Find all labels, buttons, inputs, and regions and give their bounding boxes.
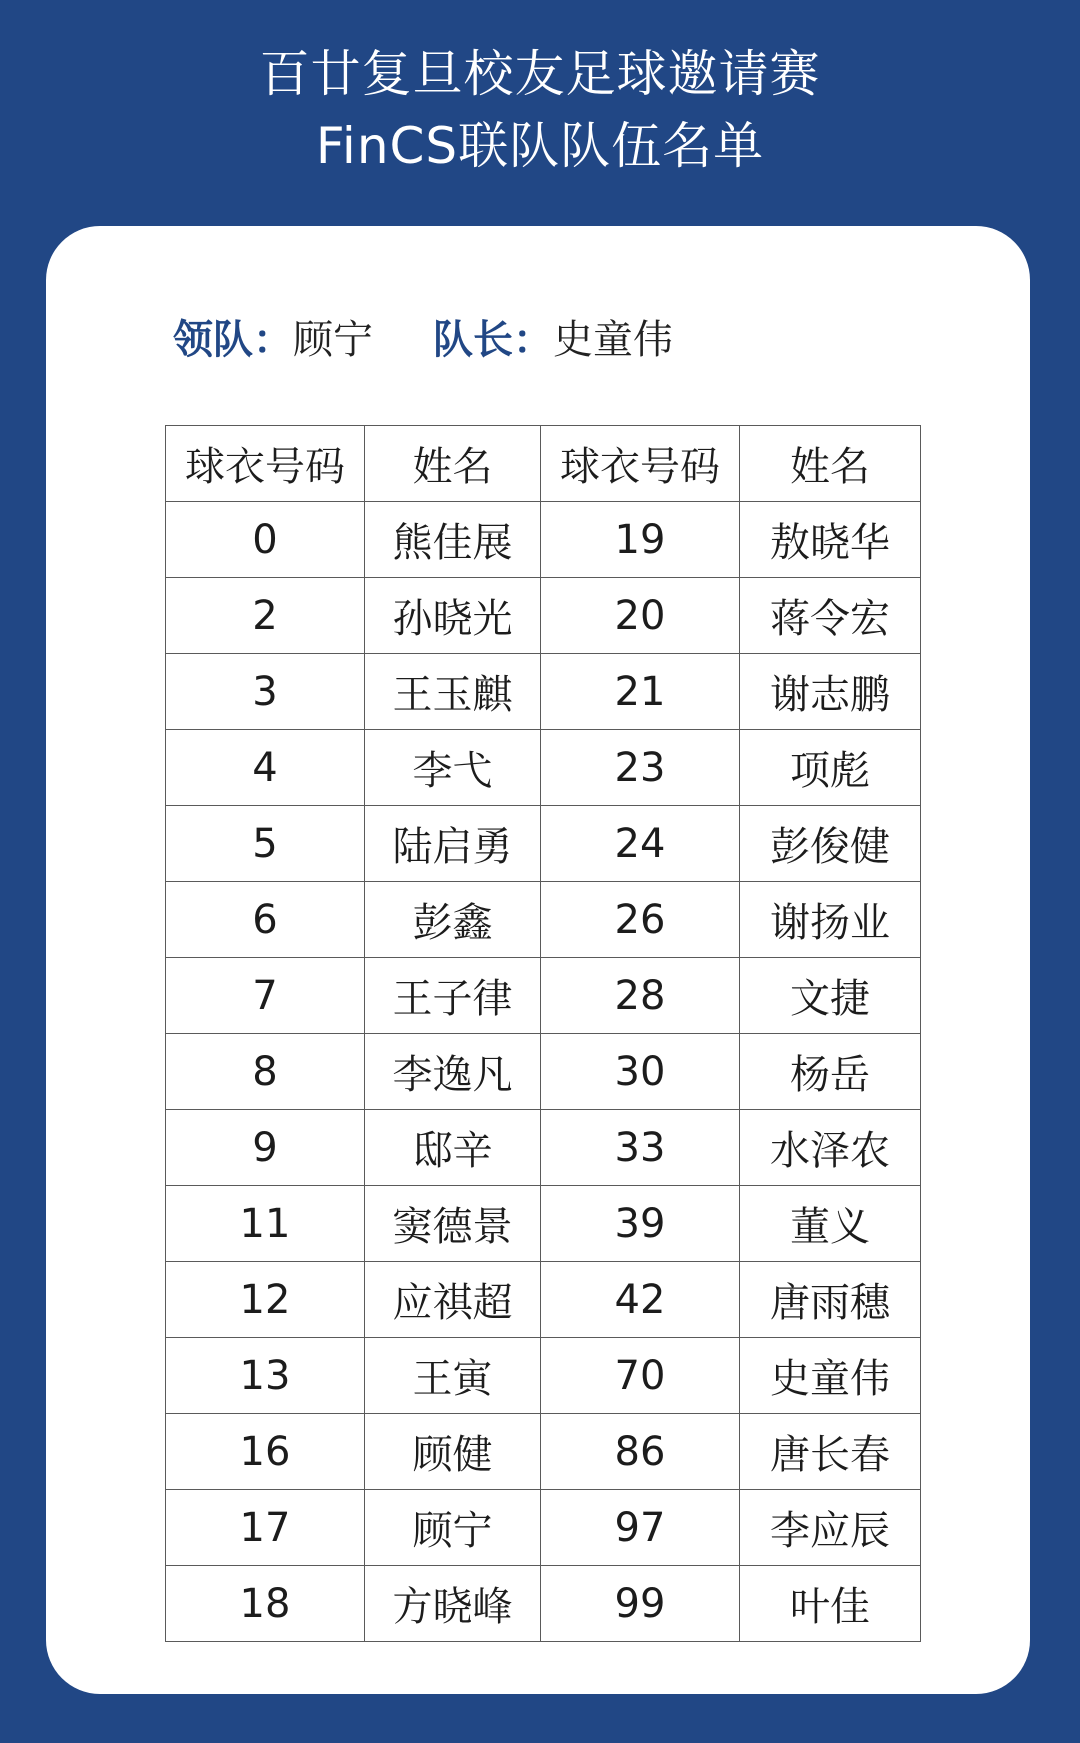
header-jersey-number-left: 球衣号码 [166,426,365,502]
player-name-cell: 熊佳展 [365,502,541,578]
player-name-cell: 王子律 [365,958,541,1034]
table-row [166,654,921,730]
jersey-number-cell: 28 [541,958,740,1034]
table-row [166,1566,921,1642]
table-row [166,1490,921,1566]
jersey-number-cell: 24 [541,806,740,882]
player-name-cell: 敖晓华 [740,502,921,578]
player-name-cell: 彭俊健 [740,806,921,882]
jersey-number-cell: 26 [541,882,740,958]
table-row [166,958,921,1034]
captain-name: 史童伟 [553,316,673,363]
player-name-cell: 陆启勇 [365,806,541,882]
jersey-number-cell: 13 [166,1338,365,1414]
table-row [166,1262,921,1338]
player-name-cell: 唐雨穗 [740,1262,921,1338]
jersey-number-cell: 3 [166,654,365,730]
jersey-number-cell: 30 [541,1034,740,1110]
table-row [166,806,921,882]
player-name-cell: 应祺超 [365,1262,541,1338]
player-name-cell: 杨岳 [740,1034,921,1110]
jersey-number-cell: 2 [166,578,365,654]
jersey-number-cell: 99 [541,1566,740,1642]
player-name-cell: 谢扬业 [740,882,921,958]
header-jersey-number-right: 球衣号码 [541,426,740,502]
player-name-cell: 孙晓光 [365,578,541,654]
player-name-cell: 王寅 [365,1338,541,1414]
captain-label: 队长： [433,316,553,363]
header-name-left: 姓名 [365,426,541,502]
jersey-number-cell: 18 [166,1566,365,1642]
player-name-cell: 窦德景 [365,1186,541,1262]
jersey-number-cell: 6 [166,882,365,958]
jersey-number-cell: 4 [166,730,365,806]
team-leader-name: 顾宁 [293,316,373,363]
table-row [166,1034,921,1110]
table-row [166,1338,921,1414]
player-name-cell: 李逸凡 [365,1034,541,1110]
roster-body [166,502,921,1642]
jersey-number-cell: 20 [541,578,740,654]
player-name-cell: 王玉麒 [365,654,541,730]
player-name-cell: 史童伟 [740,1338,921,1414]
table-row [166,1110,921,1186]
player-name-cell: 董义 [740,1186,921,1262]
jersey-number-cell: 39 [541,1186,740,1262]
jersey-number-cell: 17 [166,1490,365,1566]
team-leader-label: 领队： [173,316,293,363]
table-row [166,730,921,806]
player-name-cell: 叶佳 [740,1566,921,1642]
table-row [166,502,921,578]
jersey-number-cell: 9 [166,1110,365,1186]
jersey-number-cell: 11 [166,1186,365,1262]
roster-header-row [166,426,921,502]
jersey-number-cell: 0 [166,502,365,578]
player-name-cell: 邸辛 [365,1110,541,1186]
leaders-line [173,306,673,366]
player-name-cell: 水泽农 [740,1110,921,1186]
player-name-cell: 蒋令宏 [740,578,921,654]
header-name-right: 姓名 [740,426,921,502]
page-header [0,38,1080,182]
player-name-cell: 李应辰 [740,1490,921,1566]
jersey-number-cell: 97 [541,1490,740,1566]
player-name-cell: 顾宁 [365,1490,541,1566]
jersey-number-cell: 12 [166,1262,365,1338]
player-name-cell: 项彪 [740,730,921,806]
player-name-cell: 方晓峰 [365,1566,541,1642]
jersey-number-cell: 70 [541,1338,740,1414]
player-name-cell: 顾健 [365,1414,541,1490]
jersey-number-cell: 42 [541,1262,740,1338]
title-line-1: 百廿复旦校友足球邀请赛 [259,45,821,103]
table-row [166,882,921,958]
table-row [166,578,921,654]
table-row [166,1186,921,1262]
roster-table [165,425,921,1642]
player-name-cell: 文捷 [740,958,921,1034]
jersey-number-cell: 19 [541,502,740,578]
jersey-number-cell: 16 [166,1414,365,1490]
jersey-number-cell: 21 [541,654,740,730]
player-name-cell: 彭鑫 [365,882,541,958]
player-name-cell: 李弋 [365,730,541,806]
jersey-number-cell: 23 [541,730,740,806]
jersey-number-cell: 33 [541,1110,740,1186]
player-name-cell: 唐长春 [740,1414,921,1490]
title-line-2: FinCS联队队伍名单 [315,117,765,175]
jersey-number-cell: 5 [166,806,365,882]
roster-card [46,226,1030,1694]
jersey-number-cell: 86 [541,1414,740,1490]
table-row [166,1414,921,1490]
player-name-cell: 谢志鹏 [740,654,921,730]
jersey-number-cell: 7 [166,958,365,1034]
jersey-number-cell: 8 [166,1034,365,1110]
